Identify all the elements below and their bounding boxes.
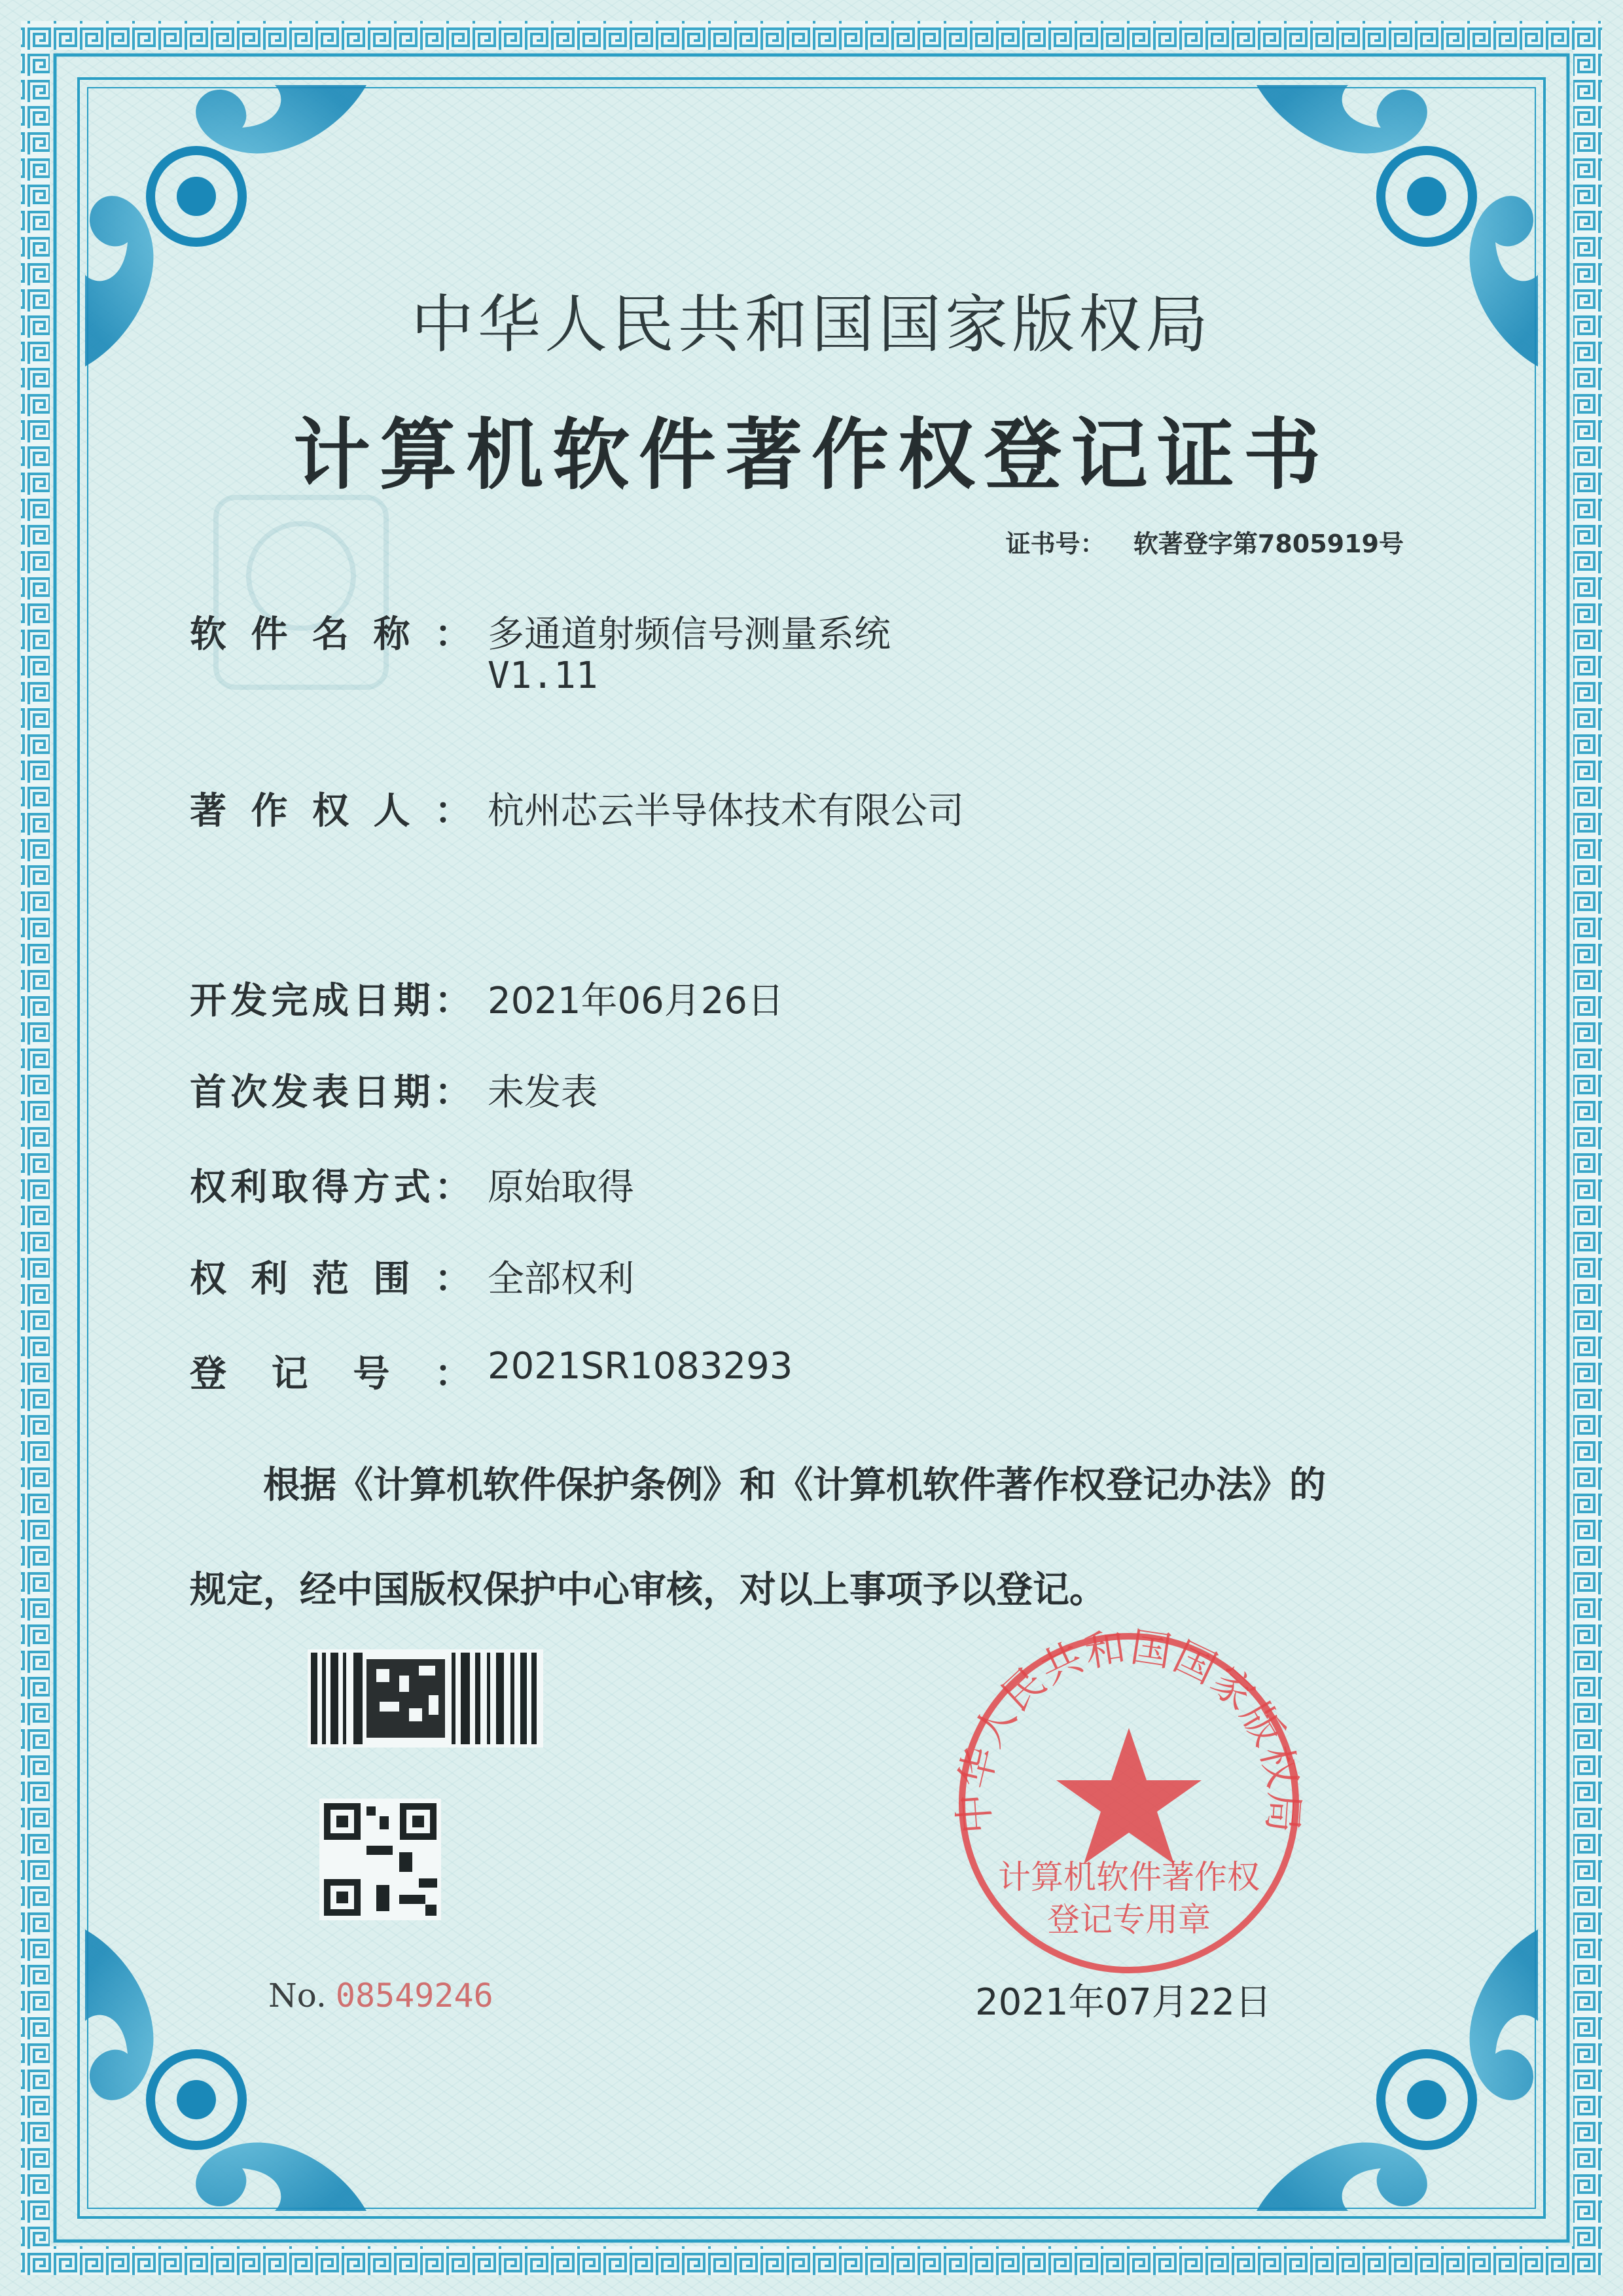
seal-inner-line2: 登记专用章 — [1047, 1901, 1211, 1939]
field-value-acquisition-method: 原始取得 — [488, 1166, 634, 1209]
barcode — [308, 1649, 543, 1748]
svg-text:中华人民共和国国家版权局 — [949, 1623, 1308, 1835]
field-label-acquisition-method: 权利取得方式： — [190, 1166, 471, 1209]
field-value-rights-scope: 全部权利 — [488, 1258, 634, 1300]
field-label-rights-scope: 权利范围： — [190, 1258, 471, 1300]
certificate-number — [1006, 524, 1404, 560]
authority-title: 中华人民共和国国家版权局 — [411, 288, 1212, 361]
certificate-number-value: 软著登字第7805919号 — [1133, 529, 1404, 558]
field-value-copyright-owner: 杭州芯云半导体技术有限公司 — [488, 790, 964, 833]
watermark-emblem — [216, 497, 386, 687]
field-value-publish-date: 未发表 — [488, 1071, 597, 1114]
qr-code — [319, 1799, 441, 1920]
issue-date: 2021年07月22日 — [975, 1981, 1272, 2024]
field-label-publish-date: 首次发表日期： — [190, 1071, 471, 1114]
seal-text — [942, 1617, 1315, 1990]
seal-inner-line1: 计算机软件著作权 — [998, 1858, 1260, 1896]
field-value-registration-number: 2021SR1083293 — [488, 1345, 793, 1388]
certificate-number-label: 证书号： — [1005, 529, 1105, 558]
statement-line-1: 根据《计算机软件保护条例》和《计算机软件著作权登记办法》的 — [263, 1464, 1326, 1507]
serial-number — [268, 1977, 493, 2015]
certificate-title: 计算机软件著作权登记证书 — [293, 409, 1330, 500]
field-value-software-name: 多通道射频信号测量系统 — [488, 613, 891, 656]
field-label-software-name: 软件名称： — [190, 613, 471, 656]
seal-outer-text: 中华人民共和国国家版权局 — [949, 1623, 1309, 1836]
serial-label: No. — [268, 1977, 327, 2015]
field-value-completion-date: 2021年06月26日 — [488, 980, 785, 1022]
field-label-completion-date: 开发完成日期： — [190, 980, 471, 1022]
corner-ornament-bottom-left — [85, 1929, 366, 2211]
serial-value: 08549246 — [335, 1977, 493, 2015]
field-label-copyright-owner: 著作权人： — [190, 790, 471, 833]
statement-line-2: 规定，经中国版权保护中心审核，对以上事项予以登记。 — [190, 1569, 1106, 1611]
field-value-software-version: V1.11 — [488, 655, 598, 697]
field-label-registration-number: 登记号： — [190, 1353, 471, 1395]
